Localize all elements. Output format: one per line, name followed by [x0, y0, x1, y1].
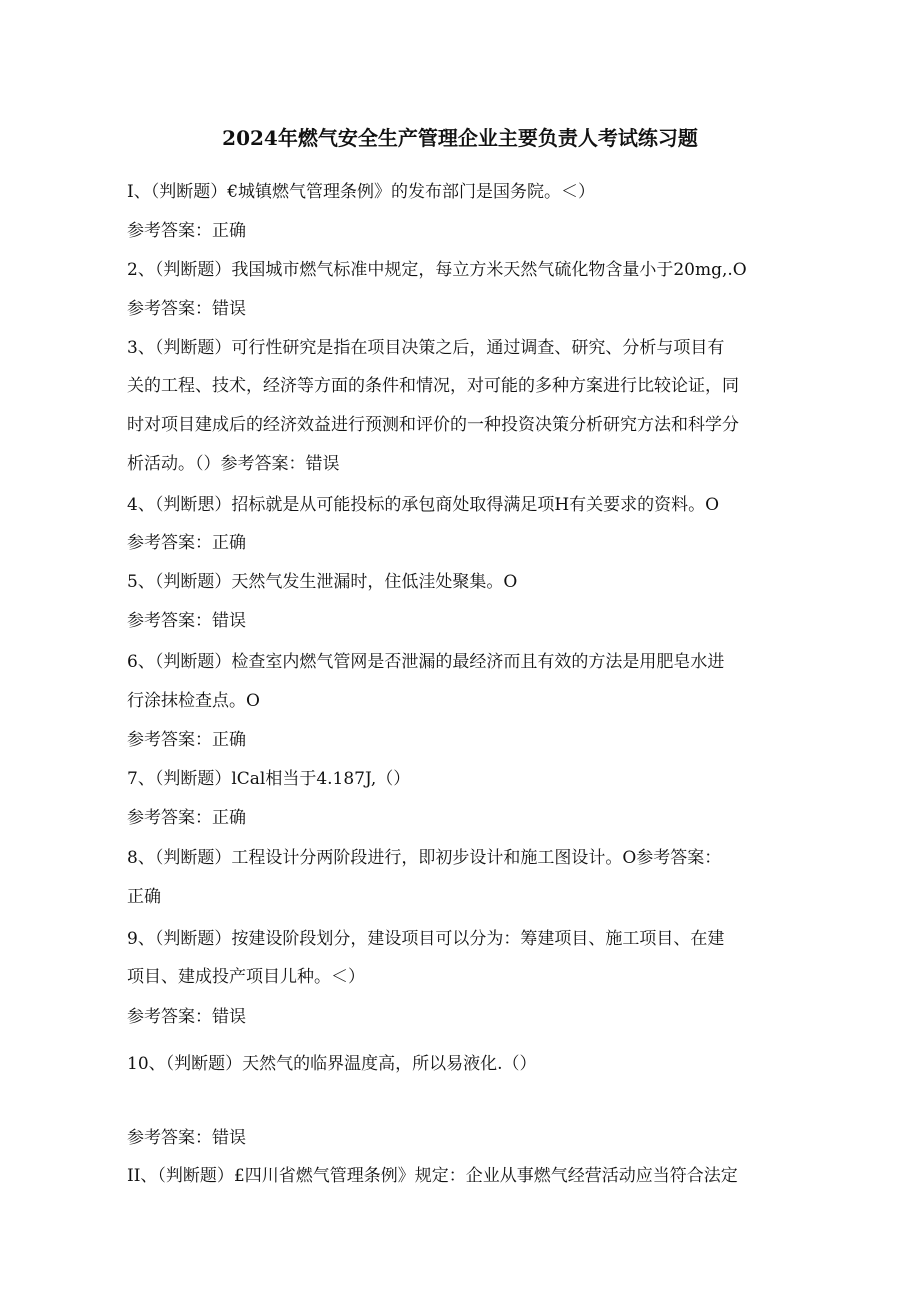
answer-1: 参考答案：正确	[127, 221, 246, 241]
answer-2: 参考答案：错误	[127, 299, 246, 319]
answer-5: 参考答案：错误	[127, 611, 246, 631]
question-2: 2、（判断题）我国城市燃气标准中规定，每立方米天然气硫化物含量小于20mg,.O	[127, 260, 747, 280]
answer-8: 正确	[127, 887, 161, 907]
question-6-line-2: 行涂抹检查点。O	[127, 691, 260, 711]
question-5: 5、（判断题）天然气发生泄漏时，住低洼处聚集。O	[127, 572, 518, 592]
answer-4: 参考答案：正确	[127, 533, 246, 553]
question-3-line-2: 关的工程、技术，经济等方面的条件和情况，对可能的多种方案进行比较论证，同	[127, 376, 739, 396]
question-3-line-4: 析活动。（）参考答案：错误	[127, 454, 340, 474]
answer-9: 参考答案：错误	[127, 1007, 246, 1027]
question-6-line-1: 6、（判断题）检查室内燃气管网是否泄漏的最经济而且有效的方法是用肥皂水进	[127, 652, 725, 672]
answer-7: 参考答案：正确	[127, 808, 246, 828]
question-1: I、（判断题）€城镇燃气管理条例》的发布部门是国务院。＜）	[127, 182, 596, 202]
question-8: 8、（判断题）工程设计分两阶段进行，即初步设计和施工图设计。O参考答案：	[127, 848, 722, 868]
question-9-line-2: 项目、建成投产项目儿种。＜）	[127, 967, 365, 987]
page-title: 2024年燃气安全生产管理企业主要负责人考试练习题	[222, 126, 698, 150]
answer-6: 参考答案：正确	[127, 730, 246, 750]
answer-10: 参考答案：错误	[127, 1128, 246, 1148]
question-11: II、（判断题）£四川省燃气管理条例》规定：企业从事燃气经营活动应当符合法定	[127, 1166, 738, 1186]
question-4: 4、（判断愳）招标就是从可能投标的承包商处取得满足项H有关要求的资料。O	[127, 495, 720, 515]
question-3-line-3: 时对项目建成后的经济效益进行预测和评价的一种投资决策分析研究方法和科学分	[127, 415, 739, 435]
question-3-line-1: 3、（判断题）可行性研究是指在项目决策之后，通过调查、研究、分析与项目有	[127, 338, 725, 358]
question-7: 7、（判断题）lCal相当于4.187J,（）	[127, 769, 411, 789]
question-9-line-1: 9、（判断题）按建设阶段划分，建设项目可以分为：筹建项目、施工项目、在建	[127, 929, 725, 949]
question-10: 10、（判断题）天然气的临界温度高，所以易液化.（）	[127, 1054, 537, 1074]
